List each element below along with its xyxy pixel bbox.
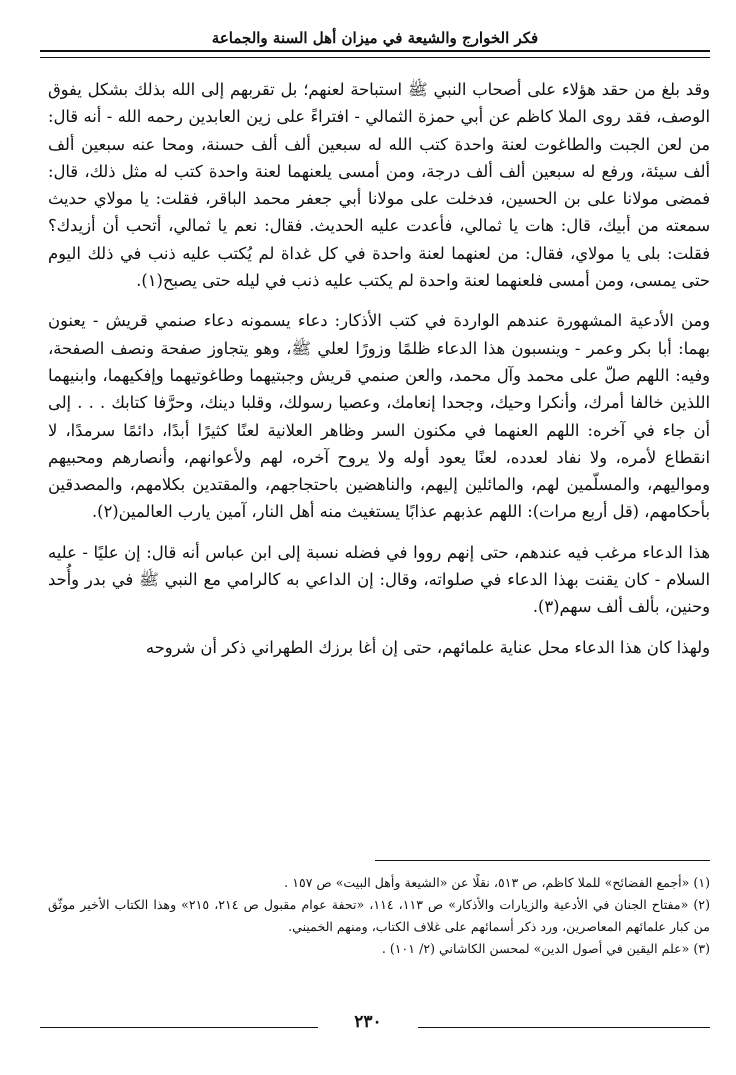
paragraph: وقد بلغ من حقد هؤلاء على أصحاب النبي ﷺ استباحة لعنهم؛ بل تقربهم إلى الله بذلك بشكل يفوق الوصف، فقد روى الملا كاظم عن أبي حمزة الثمالي - افتراءً على زين العابدين رحمه الله - أنه قال: من لعن الجبت والطاغوت لعنة واحدة كتب الله له سبعين ألف ألف حسنة، ومحا عنه سبعين ألف ألف سيئة، ورفع له سبعين ألف ألف درجة، ومن أمسى يلعنهما لعنة واحدة كتب له مثل ذلك، قال: فمضى مولانا على بن الحسين، فدخلت على مولانا أبي جعفر محمد الباقر، فقلت: يا مولاي حديث سمعته من أبيك، قال: هات يا ثمالي، فأعدت عليه الحديث. فقال: نعم يا ثمالي، أتحب أن أزيدك؟ فقلت: بلى يا مولاي، فقال: من لعنهما لعنة واحدة في كل غداة لم يُكتب عليه ذنب في ذلك اليوم حتى يمسى، ومن أمسى فلعنهما لعنة واحدة لم يكتب عليه ذنب في ليله حتى يصبح(١). <box>48 80 710 291</box>
page-number: ٢٣٠ <box>318 1012 418 1032</box>
running-header-title: فكر الخوارج والشيعة في ميزان أهل السنة والجماعة <box>211 29 539 47</box>
header-rule <box>40 50 710 58</box>
footnote-separator <box>375 860 710 861</box>
main-text <box>48 76 710 674</box>
footnote: (١) «أجمع الفضائح» للملا كاظم، ص ٥١٣، نقلًا عن «الشيعة وأهل البيت» ص ١٥٧ . <box>284 875 710 890</box>
paragraph: ومن الأدعية المشهورة عندهم الواردة في كتب الأذكار: دعاء يسمونه دعاء صنمي قريش - يعنون بهما: أبا بكر وعمر - وينسبون هذا الدعاء ظلمًا وزورًا لعلي ﷺ، وهو يتجاوز صفحة ونصف الصفحة، وفيه: اللهم صلّ على محمد وآل محمد، والعن صنمي قريش وجبتيهما وطاغوتيهما وإفكيهما، وابنيهما اللذين خالفا أمرك، وأنكرا وحيك، وجحدا إنعامك، وعصيا رسولك، وقلبا دينك، وحرَّفا كتابك . . . إلى أن جاء في آخره: اللهم العنهما في مكنون السر وظاهر العلانية لعنًا كثيرًا أبدًا، دائمًا سرمدًا، لا انقطاع لأمره، ولا نفاد لعدده، لعنًا يعود أوله ولا يروح آخره، لهم ولأعوانهم، وأنصارهم ومحبيهم ومواليهم، والمسلّمين لهم، والمائلين إليهم، والناهضين باحتجاجهم، والمقتدين بكلامهم، والمصدقين بأحكامهم، (قل أربع مرات): اللهم عذبهم عذابًا يستغيث منه أهل النار، آمين يارب العالمين(٢). <box>48 311 710 522</box>
paragraph: هذا الدعاء مرغب فيه عندهم، حتى إنهم رووا في فضله نسبة إلى ابن عباس أنه قال: إن عليًا - عليه السلام - كان يقنت بهذا الدعاء في صلواته، وقال: إن الداعي به كالرامي مع النبي ﷺ في بدر وأُحد وحنين، بألف ألف سهم(٣). <box>48 542 710 617</box>
paragraph: ولهذا كان هذا الدعاء محل عناية علمائهم، حتى إن أغا برزك الطهراني ذكر أن شروحه <box>145 637 710 657</box>
footnote: (٣) «علم اليقين في أصول الدين» لمحسن الكاشاني (٢/ ١٠١) . <box>381 941 710 956</box>
footnote: (٢) «مفتاح الجنان في الأدعية والزيارات والأذكار» ص ١١٣، ١١٤، «تحفة عوام مقبول ص ٢١٤، ٢١٥» وهذا الكتاب الأخير موثّق من كبار علمائهم المعاصرين، ورد ذكر أسمائهم على غلاف الكتاب، ومنهم الخميني. <box>48 897 710 934</box>
footnotes <box>48 872 710 960</box>
running-header <box>40 28 710 47</box>
